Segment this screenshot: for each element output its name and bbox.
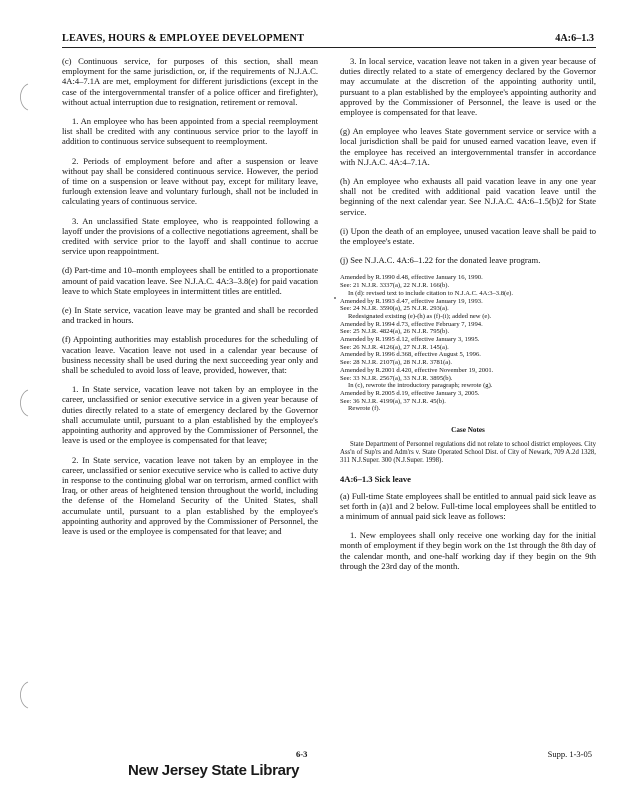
case-note: State Department of Personnel regulations did not relate to school district employees. City Ass'n of Sup'rs and Adm'rs v. State Operated School Dist. of City of Newark, 709 A.2d 1328, 311 N.J.Super. 300 (N.J.Super. 1998). bbox=[340, 441, 596, 465]
paragraph-f-3: 3. In local service, vacation leave not taken in a given year because of duties directly related to a state of emergency declared by the Governor may accumulate at the discretion of the appointing authority until, pursuant to a plan established by the employee's appointing authority and approved by the Commissioner of Personnel, the leave is used or the employee is compensated for that leave. bbox=[340, 56, 596, 118]
history-line: Amended by R.1996 d.368, effective August 5, 1996. bbox=[340, 351, 481, 359]
paragraph-f-2: 2. In State service, vacation leave not taken by an employee in the career, unclassified or senior executive service who is called to active duty in response to the continuing global war on terrorism, armed conflict with Iraq, or other areas of heightened tension throughout the world, including the defense of the Homeland Security of the United States, shall accumulate until, pursuant to a plan established by the employee's appointing authority and approved by the Commissioner of Personnel, the leave is used or the employee is compensated for that leave; and bbox=[62, 454, 318, 536]
paragraph-j: (j) See N.J.A.C. 4A:6–1.22 for the donated leave program. bbox=[340, 255, 541, 266]
history-line: Amended by R.2005 d.19, effective January 3, 2005. bbox=[340, 390, 480, 397]
history-line: Amended by R.1990 d.48, effective January 16, 1990. bbox=[340, 274, 483, 282]
header-rule bbox=[62, 47, 596, 48]
history-line: Amended by R.1993 d.47, effective January 19, 1993. bbox=[340, 297, 483, 305]
paragraph-i: (i) Upon the death of an employee, unused vacation leave shall be paid to the employee's estate. bbox=[340, 225, 596, 247]
library-stamp: New Jersey State Library bbox=[128, 762, 300, 779]
history-line: Amended by R.1995 d.12, effective January 3, 1995. bbox=[340, 336, 480, 344]
sick-leave-paragraph-a-1: 1. New employees shall only receive one working day for the initial month of employment if they begin work on the 1st through the 8th day of the calendar month, and one-half working day if they begin on the 9th through the 23rd day of the month. bbox=[340, 530, 596, 571]
paragraph-h: (h) An employee who exhausts all paid vacation leave in any one year shall not be credited with additional paid vacation leave until the beginning of the next calendar year. See N.J.A.C. 4A:6–1.5(b)2 for State service. bbox=[340, 176, 596, 217]
right-column bbox=[340, 56, 596, 580]
paragraph-e: (e) In State service, vacation leave may be granted and shall be recorded and tracked in hours. bbox=[62, 305, 318, 326]
case-notes-title: Case Notes bbox=[451, 426, 485, 435]
sick-leave-paragraph-a: (a) Full-time State employees shall be entitled to annual paid sick leave as set forth in (a)1 and 2 below. Full-time local employees shall be entitled to a minimum of annual paid sick leave as follows: bbox=[340, 490, 596, 521]
history-line: See: 24 N.J.R. 3590(a), 25 N.J.R. 293(a). bbox=[340, 305, 449, 313]
amendment-history bbox=[340, 274, 596, 413]
history-line: In (d): revised text to include citation to N.J.A.C. 4A:3–3.8(e). bbox=[348, 289, 513, 297]
section-heading: 4A:6–1.3 Sick leave bbox=[340, 474, 411, 485]
history-line: See: 25 N.J.R. 4824(a), 26 N.J.R. 795(b). bbox=[340, 328, 450, 336]
punch-hole-mark bbox=[16, 82, 30, 112]
punch-hole-mark bbox=[16, 680, 30, 710]
paragraph-f: (f) Appointing authorities may establish procedures for the scheduling of vacation leave. Vacation leave not used in a calendar year because of business necessity shall be used during the next succeeding year only and shall be scheduled to avoid loss of leave, provided, however, that: bbox=[62, 334, 318, 376]
history-line: In (c), rewrote the introductory paragraph; rewrote (g). bbox=[348, 382, 493, 390]
history-line: Rewrote (f). bbox=[348, 405, 381, 413]
history-line: Amended by R.2001 d.420, effective November 19, 2001. bbox=[340, 366, 494, 374]
history-line: See: 36 N.J.R. 4199(a), 37 N.J.R. 45(b). bbox=[340, 397, 446, 405]
history-line: Redesignated existing (e)-(h) as (f)-(i); added new (e). bbox=[348, 312, 492, 320]
paragraph-f-1: 1. In State service, vacation leave not taken by an employee in the career, unclassified or senior executive service in a given year because of duties directly related to a state of emergency declared by the Governor shall accumulate until, pursuant to a plan established by the employee's appointing authority and approved by the Commissioner of Personnel, the leave is used or the employee is compensated for that leave; bbox=[62, 384, 318, 446]
history-line: Amended by R.1994 d.73, effective February 7, 1994. bbox=[340, 320, 483, 328]
running-header-section: 4A:6–1.3 bbox=[555, 33, 594, 44]
stray-mark bbox=[334, 297, 336, 299]
paragraph-c-1: 1. An employee who has been appointed from a special reemployment list shall be credited with any continuous service prior to the layoff in addition to continuous service subsequent to reemployment. bbox=[62, 116, 318, 147]
paragraph-d: (d) Part-time and 10–month employees shall be entitled to a proportionate amount of paid vacation leave. See N.J.A.C. 4A:3–3.8(e) for paid vacation leave to which State employees in intermittent titles are entitled. bbox=[62, 265, 318, 296]
paragraph-c-3: 3. An unclassified State employee, who is reappointed following a layoff under the provisions of a collective negotiations agreement, shall be credited with service prior to the layoff and shall continue to accrue service upon reappointment. bbox=[62, 215, 318, 257]
running-header-title: LEAVES, HOURS & EMPLOYEE DEVELOPMENT bbox=[62, 33, 305, 44]
history-line: See: 26 N.J.R. 4126(a), 27 N.J.R. 145(a). bbox=[340, 343, 449, 351]
paragraph-g: (g) An employee who leaves State government service or service with a local jurisdiction shall be paid for unused earned vacation leave, even if the employee has received an intergovernmental transfer in accordance with N.J.A.C. 4A:4–7.1A. bbox=[340, 126, 596, 167]
punch-hole-mark bbox=[16, 388, 30, 418]
paragraph-c: (c) Continuous service, for purposes of this section, shall mean employment for the same jurisdiction, or, if the requirements of N.J.A.C. 4A:4–7.1A are met, employment for different jurisdictions (except in the case of the intergovernmental transfer of a police officer and firefighter), without actual interruption due to resignation, retirement or removal. bbox=[62, 56, 318, 107]
paragraph-c-2: 2. Periods of employment before and after a suspension or leave without pay shall be considered continuous service. However, the period of time on a suspension or leave without pay, except for military leave, furlough extension leave and voluntary furlough, shall not be included in calculating years of continuous service. bbox=[62, 155, 318, 207]
supplement-date: Supp. 1-3-05 bbox=[547, 749, 592, 759]
left-column bbox=[62, 56, 318, 545]
history-line: See: 21 N.J.R. 3337(a), 22 N.J.R. 166(b). bbox=[340, 282, 450, 290]
page-number: 6-3 bbox=[296, 749, 308, 759]
history-line: See: 33 N.J.R. 2567(a), 33 N.J.R. 3895(b). bbox=[340, 374, 453, 382]
history-line: See: 28 N.J.R. 2107(a), 28 N.J.R. 3781(a). bbox=[340, 359, 453, 367]
